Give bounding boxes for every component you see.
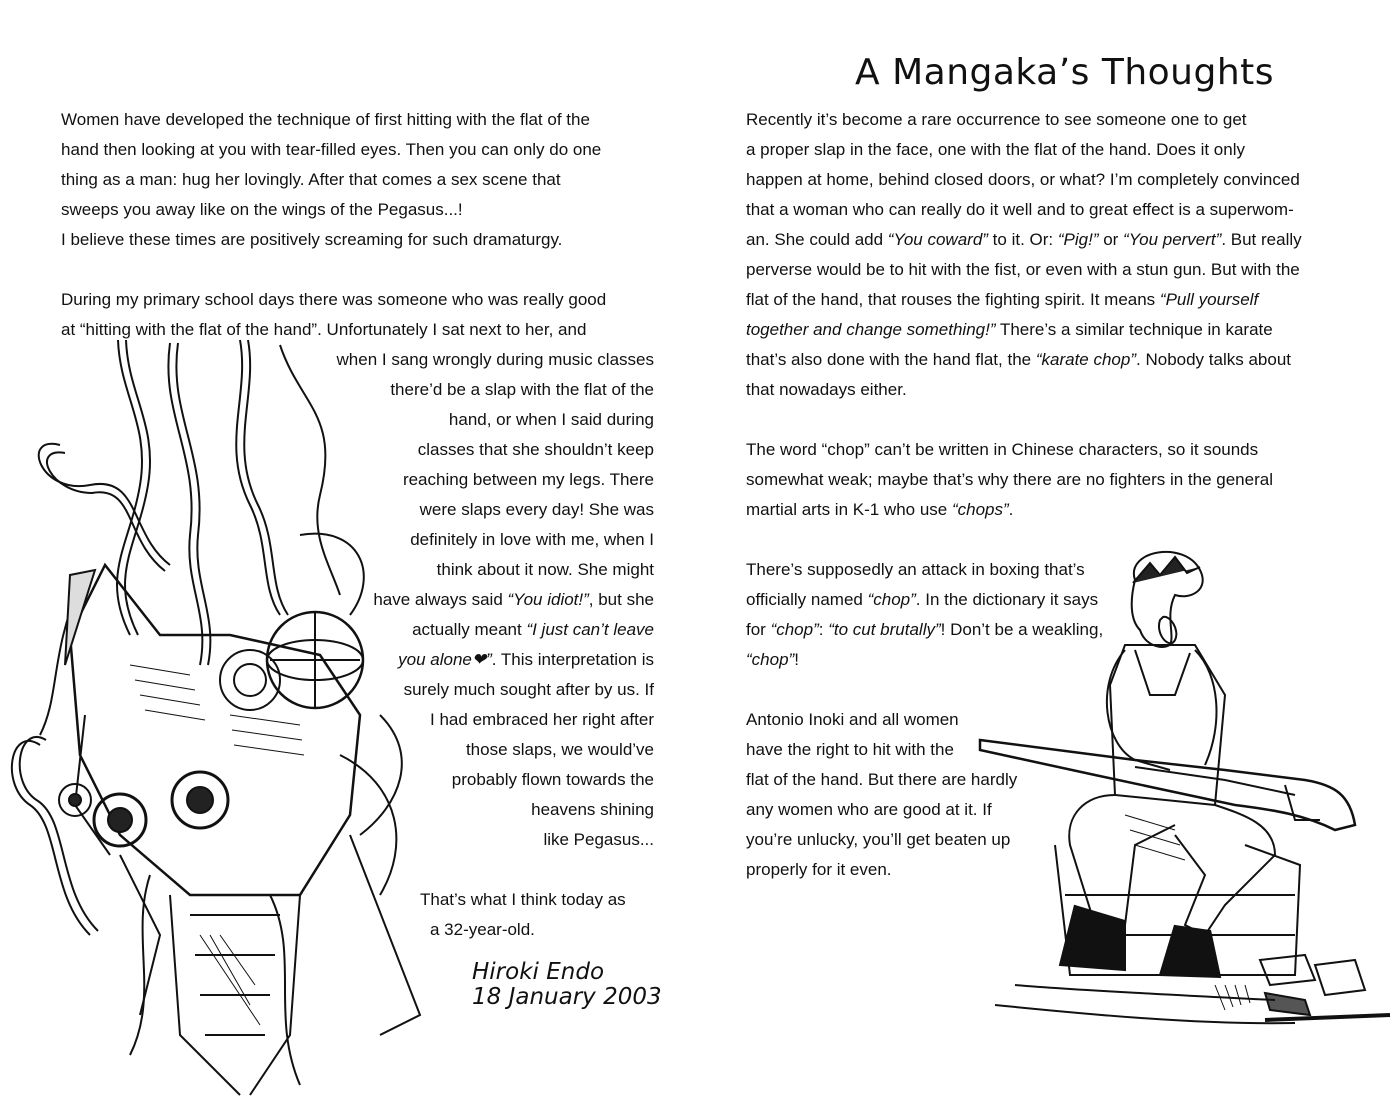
left_column-line xyxy=(543,825,654,855)
left_column-text: “You idiot!” xyxy=(507,590,589,609)
left_column-text: when I sang wrongly during music classes xyxy=(336,350,654,369)
right_column-text: “Pig!” xyxy=(1057,230,1099,249)
right_column-text: together and change something!” xyxy=(746,320,996,339)
right_column-text: Recently it’s become a rare occurrence to see someone one to get xyxy=(746,110,1247,129)
right_column-text: perverse would be to hit with the fist, or even with a stun gun. But with the xyxy=(746,260,1300,279)
left_column-text: were slaps every day! She was xyxy=(419,500,654,519)
right_column-text: flat of the hand, that rouses the fighting spirit. It means xyxy=(746,290,1160,309)
left_column-text: , but she xyxy=(588,590,654,609)
right_column-text: ! xyxy=(794,650,799,669)
left_column-text: I believe these times are positively screaming for such dramaturgy. xyxy=(61,230,563,249)
right_column-line xyxy=(746,795,992,825)
left_column-text: . This interpretation is xyxy=(491,650,654,669)
right_column-text: Antonio Inoki and all women xyxy=(746,710,959,729)
right_column-text: for xyxy=(746,620,771,639)
left_column-line xyxy=(531,795,654,825)
left_column-text: surely much sought after by us. If xyxy=(403,680,654,699)
left_column-text: actually meant xyxy=(412,620,527,639)
left_column-line xyxy=(410,525,654,555)
left_column-line xyxy=(449,405,654,435)
right_column-text: martial arts in K-1 who use xyxy=(746,500,952,519)
right_column-text: : xyxy=(818,620,829,639)
signature-name: Hiroki Endo xyxy=(472,959,605,985)
left_column-text: like Pegasus... xyxy=(543,830,654,849)
right_column-text: any women who are good at it. If xyxy=(746,800,992,819)
right_column-line xyxy=(746,825,1010,855)
right_column-line xyxy=(746,255,1300,285)
right_column-line xyxy=(746,465,1273,495)
left_column-line xyxy=(61,135,601,165)
left_column-line xyxy=(61,165,561,195)
left_column-line xyxy=(373,585,654,615)
left_column-text: you alone❤” xyxy=(398,650,492,669)
left_column-text: classes that she shouldn’t keep xyxy=(417,440,654,459)
mechanical-head-icon xyxy=(0,335,470,1100)
left_column-text: I had embraced her right after xyxy=(430,710,654,729)
left_column-text: definitely in love with me, when I xyxy=(410,530,654,549)
left_column-line xyxy=(398,645,654,675)
right_column-text: . But really xyxy=(1221,230,1302,249)
right_column-text: “You coward” xyxy=(887,230,988,249)
right_column-line xyxy=(746,645,799,675)
right_column-line xyxy=(746,315,1273,345)
right_column-text: “chop” xyxy=(746,650,795,669)
right_column-line xyxy=(746,555,1085,585)
left_column-line xyxy=(404,675,654,705)
left_column-text: That’s what I think today as xyxy=(420,890,626,909)
right_column-line xyxy=(746,285,1258,315)
right_column-line xyxy=(746,735,954,765)
left_column-text: sweeps you away like on the wings of the Pegasus...! xyxy=(61,200,463,219)
left_column-line xyxy=(437,555,654,585)
left_column-line xyxy=(452,765,654,795)
right_column-line xyxy=(746,495,1013,525)
left_column-line xyxy=(466,735,654,765)
right_column-line xyxy=(746,165,1300,195)
right_column-line xyxy=(746,435,1258,465)
right_column-text: an. She could add xyxy=(746,230,888,249)
left_column-text: think about it now. She might xyxy=(436,560,654,579)
right_column-line xyxy=(746,345,1291,375)
right_column-line xyxy=(746,105,1247,135)
left_column-line xyxy=(420,885,626,915)
right_column-text: “chop” xyxy=(867,590,916,609)
left_column-line xyxy=(403,465,654,495)
right_column-line xyxy=(746,195,1294,225)
left_column-text: hand, or when I said during xyxy=(448,410,654,429)
left_column-line xyxy=(418,435,654,465)
right_column-text: . Nobody talks about xyxy=(1136,350,1291,369)
right_column-text: The word “chop” can’t be written in Chinese characters, so it sounds xyxy=(746,440,1259,459)
left_column-line xyxy=(61,105,590,135)
right_column-text: to it. Or: xyxy=(987,230,1058,249)
right_column-text: officially named xyxy=(746,590,868,609)
right_column-text: or xyxy=(1098,230,1124,249)
right_column-line xyxy=(746,225,1302,255)
right_column-text: somewhat weak; maybe that’s why there are no fighters in the general xyxy=(746,470,1273,489)
left_column-text: at “hitting with the flat of the hand”. Unfortunately I sat next to her, and xyxy=(61,320,587,339)
right_column-text: have the right to hit with the xyxy=(746,740,954,759)
right_column-text: that nowadays either. xyxy=(746,380,907,399)
right_column-text: happen at home, behind closed doors, or what? I’m completely convinced xyxy=(746,170,1300,189)
left_column-text: reaching between my legs. There xyxy=(402,470,654,489)
right_column-text: properly for it even. xyxy=(746,860,892,879)
right_column-text: flat of the hand. But there are hardly xyxy=(746,770,1018,789)
right_column-text: “karate chop” xyxy=(1035,350,1137,369)
right_column-text: “to cut brutally” xyxy=(828,620,941,639)
right_column-text: “You pervert” xyxy=(1123,230,1222,249)
right_column-line xyxy=(746,765,1017,795)
right_column-text: There’s a similar technique in karate xyxy=(995,320,1273,339)
right_column-line xyxy=(746,135,1245,165)
signature-date: 18 January 2003 xyxy=(472,984,662,1010)
left_column-text: those slaps, we would’ve xyxy=(465,740,654,759)
left_column-text: hand then looking at you with tear-filled eyes. Then you can only do one xyxy=(61,140,602,159)
right_column-text: that a woman who can really do it well and to great effect is a superwom- xyxy=(746,200,1294,219)
left_column-line xyxy=(61,285,606,315)
left_column-line xyxy=(61,315,586,345)
left_column-text: a 32-year-old. xyxy=(430,920,535,939)
right_column-text: a proper slap in the face, one with the flat of the hand. Does it only xyxy=(746,140,1245,159)
left_column-line xyxy=(61,195,463,225)
right_column-line xyxy=(746,585,1098,615)
right_column-text: “Pull yourself xyxy=(1159,290,1259,309)
right_column-line xyxy=(746,705,959,735)
right_column-text: “chops” xyxy=(951,500,1009,519)
left_column-line xyxy=(420,495,654,525)
right_column-line xyxy=(746,855,892,885)
left_column-text: heavens shining xyxy=(531,800,654,819)
left_column-line xyxy=(430,705,654,735)
right_column-text: that’s also done with the hand flat, the xyxy=(746,350,1036,369)
right_column-line xyxy=(746,375,907,405)
left_column-text: Women have developed the technique of first hitting with the flat of the xyxy=(61,110,590,129)
left_column-text: During my primary school days there was someone who was really good xyxy=(61,290,607,309)
left_column-line xyxy=(430,915,535,945)
left_column-text: “I just can’t leave xyxy=(526,620,654,639)
left_column-text: there’d be a slap with the flat of the xyxy=(390,380,654,399)
right_column-text: . xyxy=(1008,500,1014,519)
right_column-text: ! Don’t be a weakling, xyxy=(940,620,1104,639)
page-title: A Mangaka’s Thoughts xyxy=(855,52,1275,93)
left_column-line xyxy=(337,345,654,375)
left_column-text: have always said xyxy=(373,590,508,609)
right_column-text: There’s supposedly an attack in boxing that’s xyxy=(746,560,1085,579)
left_column-line xyxy=(390,375,654,405)
left_column-line xyxy=(61,225,562,255)
right_column-line xyxy=(746,615,1103,645)
right_column-text: . In the dictionary it says xyxy=(915,590,1099,609)
right_column-text: you’re unlucky, you’ll get beaten up xyxy=(746,830,1011,849)
right_column-text: “chop” xyxy=(770,620,819,639)
left_column-text: probably flown towards the xyxy=(451,770,654,789)
left_column-line xyxy=(412,615,654,645)
left_column-text: thing as a man: hug her lovingly. After that comes a sex scene that xyxy=(61,170,561,189)
